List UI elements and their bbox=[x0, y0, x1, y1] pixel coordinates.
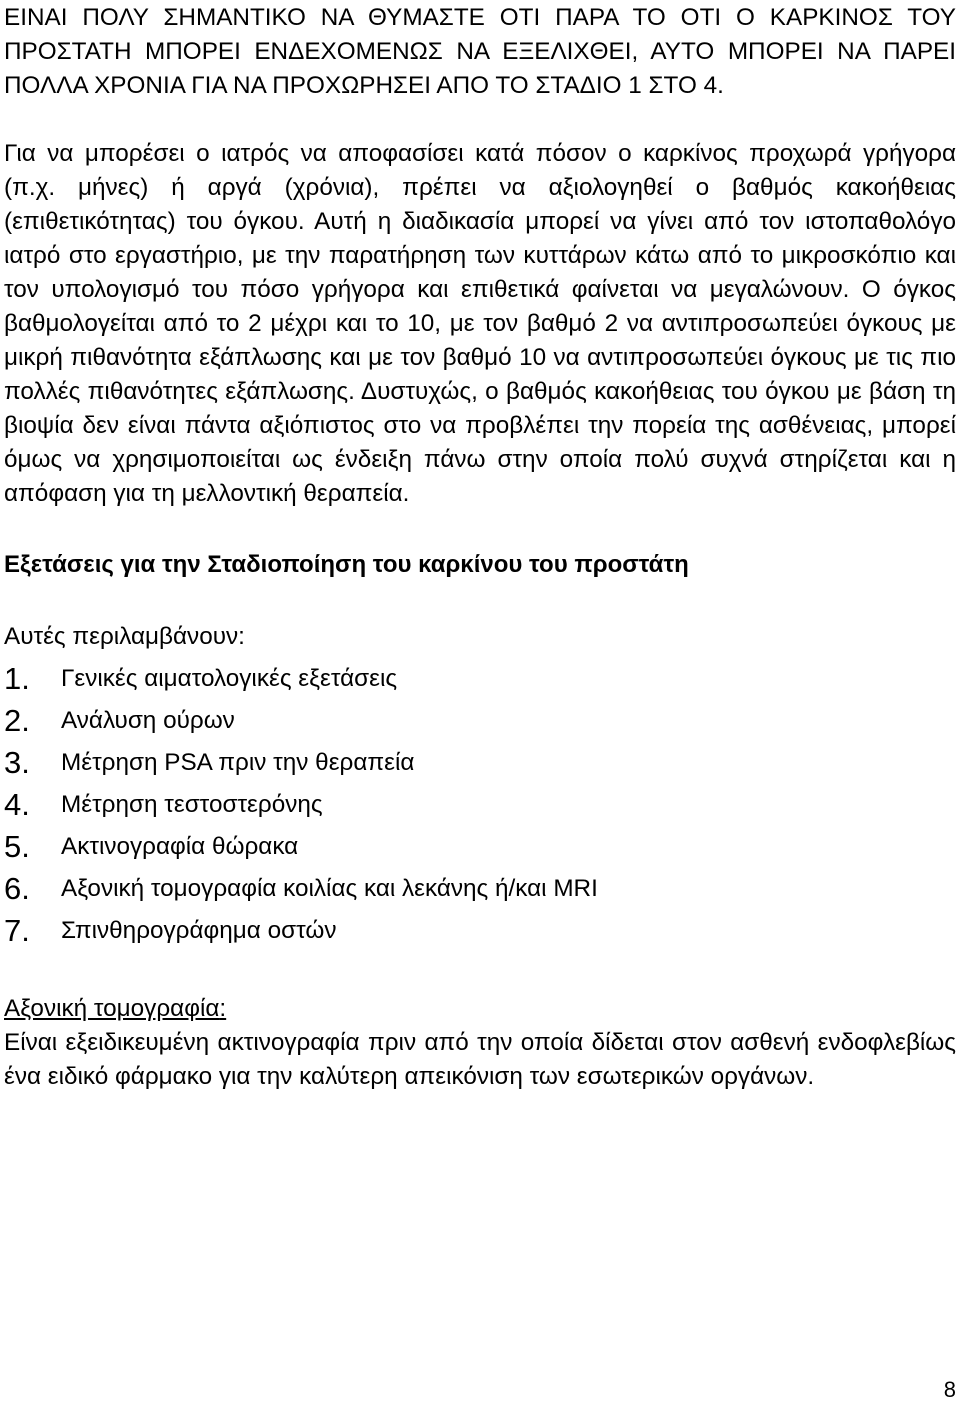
list-item-number: 4. bbox=[4, 787, 30, 822]
grading-paragraph: Για να μπορέσει ο ιατρός να αποφασίσει κατά πόσον ο καρκίνος προχωρά γρήγορα (π.χ. μήνες) ή αργά (χρόνια), πρέπει να αξιολογηθεί ο βαθμός κακοήθειας (επιθετικότητας) του όγκου. Αυτή η διαδικασία μπορεί να γίνει από τον ιστοπαθολόγο ιατρό στο εργαστήριο, με την παρατήρηση των κυττάρων κάτω από το μικροσκόπιο και τον υπολογισμό του πόσο γρήγορα και επιθετικά φαίνεται να μεγαλώνουν. Ο όγκος βαθμολογείται από το 2 μέχρι και το 10, με τον βαθμό 2 να αντιπροσωπεύει όγκους με μικρή πιθανότητα εξάπλωσης και με τον βαθμό 10 να αντιπροσωπεύει όγκους με τις πιο πολλές πιθανότητες εξάπλωσης. Δυστυχώς, ο βαθμός κακοήθειας του όγκου με βάση τη βιοψία δεν είναι πάντα αξιόπιστος στο να προβλέπει την πορεία της ασθένειας, μπορεί όμως να χρησιμοποιείται ως ένδειξη πάνω στην οποία πολύ συχνά στηρίζεται και η απόφαση για τη μελλοντική θεραπεία. bbox=[4, 140, 956, 507]
intro-paragraph: ΕΙΝΑΙ ΠΟΛΥ ΣΗΜΑΝΤΙΚΟ ΝΑ ΘΥΜΑΣΤΕ ΟΤΙ ΠΑΡΑ ΤΟ ΟΤΙ Ο ΚΑΡΚΙΝΟΣ ΤΟΥ ΠΡΟΣΤΑΤΗ ΜΠΟΡΕΙ ΕΝΔΕΧΟΜΕΝΩΣ ΝΑ ΕΞΕΛΙΧΘΕΙ, ΑΥΤΟ ΜΠΟΡΕΙ ΝΑ ΠΑΡΕΙ ΠΟΛΛΑ ΧΡΟΝΙΑ ΓΙΑ ΝΑ ΠΡΟΧΩΡΗΣΕΙ ΑΠΟ ΤΟ ΣΤΑΔΙΟ 1 ΣΤΟ 4. bbox=[4, 4, 956, 99]
list-item bbox=[4, 742, 956, 784]
list-item-number: 1. bbox=[4, 661, 30, 696]
list-item-text: Ακτινογραφία θώρακα bbox=[61, 833, 299, 860]
list-item-number: 6. bbox=[4, 871, 30, 906]
list-item bbox=[4, 784, 956, 826]
list-item-text: Ανάλυση ούρων bbox=[61, 707, 235, 734]
list-item-number: 2. bbox=[4, 703, 30, 738]
ct-paragraph: Είναι εξειδικευμένη ακτινογραφία πριν από την οποία δίδεται στον ασθενή ενδοφλεβίως ένα ειδικό φάρμακο για την καλύτερη απεικόνιση των εσωτερικών οργάνων. bbox=[4, 1029, 956, 1090]
list-item-text: Σπινθηρογράφημα οστών bbox=[61, 917, 337, 944]
list-item bbox=[4, 700, 956, 742]
ct-title-colon: : bbox=[219, 995, 227, 1022]
list-item bbox=[4, 868, 956, 910]
document-page bbox=[4, 0, 956, 1094]
tests-list bbox=[4, 658, 956, 952]
ct-section-title bbox=[4, 992, 956, 1026]
list-item-text: Μέτρηση τεστοστερόνης bbox=[61, 791, 323, 818]
staging-heading: Εξετάσεις για την Σταδιοποίηση του καρκίνου του προστάτη bbox=[4, 551, 689, 578]
list-item-text: Αξονική τομογραφία κοιλίας και λεκάνης ή/και MRI bbox=[61, 875, 598, 902]
list-item bbox=[4, 658, 956, 700]
list-item bbox=[4, 826, 956, 868]
list-item bbox=[4, 910, 956, 952]
list-item-number: 7. bbox=[4, 913, 30, 948]
list-item-text: Μέτρηση PSA πριν την θεραπεία bbox=[61, 749, 415, 776]
list-lead: Αυτές περιλαμβάνουν: bbox=[4, 623, 245, 650]
ct-title-text: Αξονική τομογραφία bbox=[4, 995, 220, 1022]
list-item-number: 5. bbox=[4, 829, 30, 864]
list-item-text: Γενικές αιματολογικές εξετάσεις bbox=[61, 665, 398, 692]
list-item-number: 3. bbox=[4, 745, 30, 780]
page-number: 8 bbox=[943, 1377, 956, 1402]
